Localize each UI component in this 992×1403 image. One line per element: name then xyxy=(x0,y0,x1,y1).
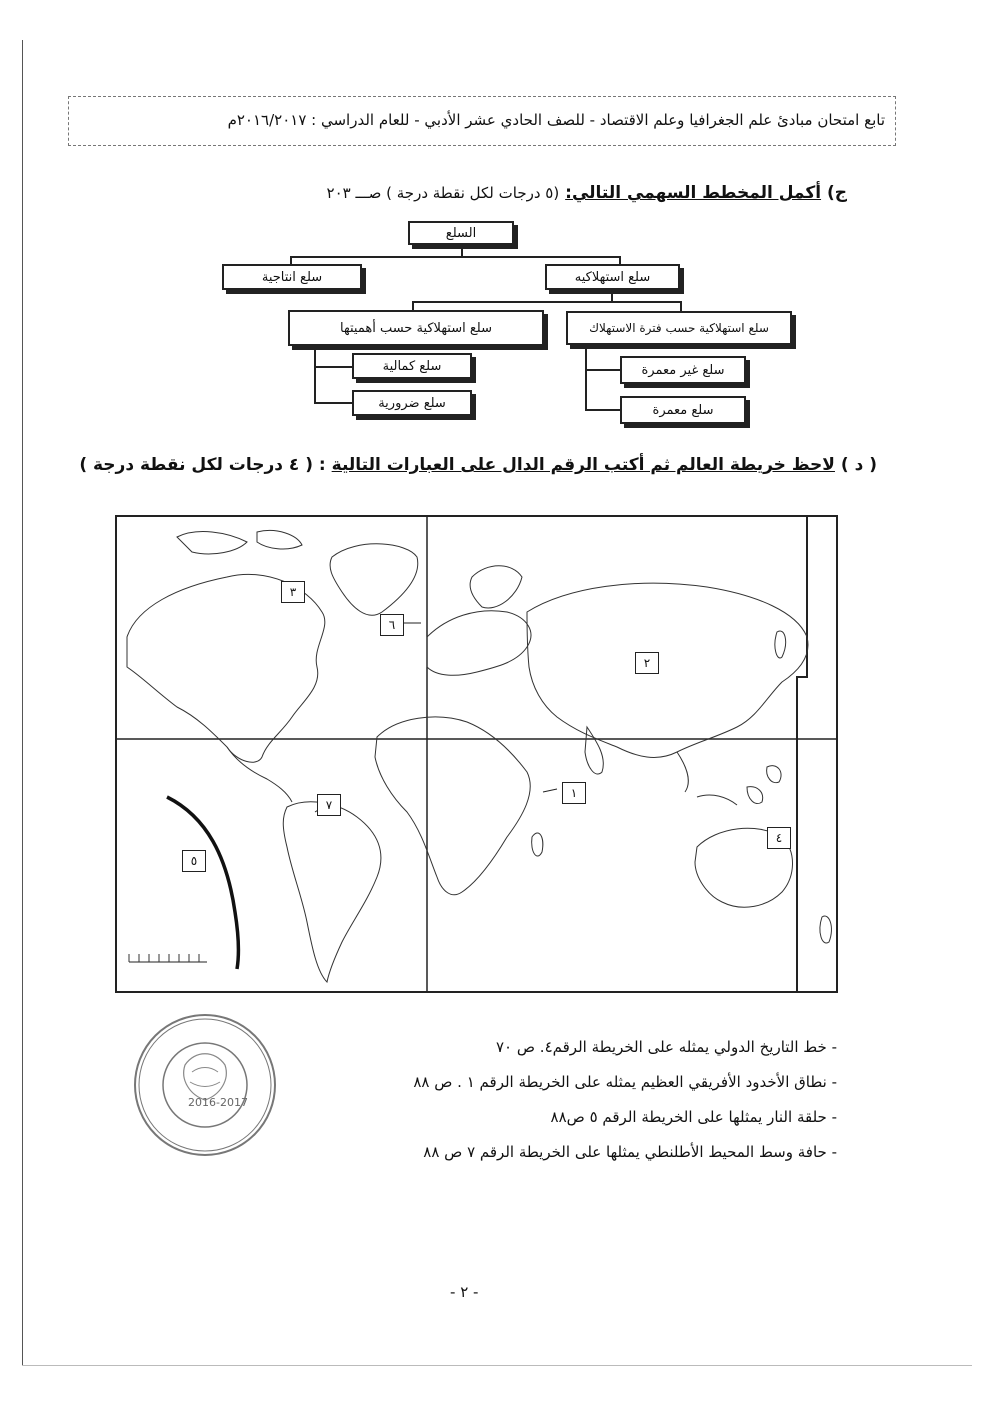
statement-ring-of-fire: - حلقة النار يمثلها على الخريطة الرقم ٥ ص٨٨ xyxy=(550,1108,837,1126)
question-c-note: (٥ درجات لكل نقطة درجة ) صـــ ٢٠٣ xyxy=(326,184,560,202)
connector xyxy=(585,345,587,410)
node-consumer-goods: سلع استهلاكيه xyxy=(545,264,680,290)
world-map-drawing xyxy=(117,517,836,991)
question-d-note: : ( ٤ درجات لكل نقطة درجة ) xyxy=(79,455,326,475)
question-c-title xyxy=(327,183,847,203)
question-d-title xyxy=(79,455,877,475)
map-label-3: ٣ xyxy=(281,581,305,603)
map-label-7: ٧ xyxy=(317,794,341,816)
page-left-border xyxy=(22,40,23,1365)
question-c-label: ج) xyxy=(826,183,847,203)
exam-header-box xyxy=(68,96,896,146)
statement-mid-atlantic-ridge: - حافة وسط المحيط الأطلنطي يمثلها على الخريطة الرقم ٧ ص ٨٨ xyxy=(423,1143,837,1161)
node-durable-goods: سلع معمرة xyxy=(620,396,746,424)
connector xyxy=(314,346,316,403)
connector xyxy=(412,301,682,303)
map-label-4: ٤ xyxy=(767,827,791,849)
node-luxury-goods: سلع كمالية xyxy=(352,353,472,379)
node-production-goods: سلع انتاجية xyxy=(222,264,362,290)
map-label-6: ٦ xyxy=(380,614,404,636)
official-stamp xyxy=(130,1010,280,1160)
map-label-1: ١ xyxy=(562,782,586,804)
connector xyxy=(314,366,354,368)
connector xyxy=(314,402,354,404)
page-bottom-border xyxy=(22,1365,972,1366)
connector xyxy=(585,409,622,411)
world-map xyxy=(115,515,838,993)
node-goods: السلع xyxy=(408,221,514,245)
question-c-instruction: أكمل المخطط السهمي التالي: xyxy=(565,183,822,203)
exam-header-text: تابع امتحان مبادئ علم الجغرافيا وعلم الاقتصاد - للصف الحادي عشر الأدبي - للعام الدراسي : ٢٠١٦/٢٠١٧م xyxy=(227,111,885,129)
question-d-instruction: لاحظ خريطة العالم ثم أكتب الرقم الدال على العبارات التالية xyxy=(331,455,835,475)
page-number: - ٢ - xyxy=(450,1283,479,1301)
statement-date-line: - خط التاريخ الدولي يمثله على الخريطة الرقم٤. ص ٧٠ xyxy=(496,1038,837,1056)
map-label-5: ٥ xyxy=(182,850,206,872)
connector xyxy=(680,301,682,311)
connector xyxy=(585,369,622,371)
connector xyxy=(290,256,620,258)
question-d-label: ( د ) xyxy=(840,455,877,475)
node-consumer-by-importance: سلع استهلاكية حسب أهميتها xyxy=(288,310,544,346)
statement-rift-valley: - نطاق الأخدود الأفريقي العظيم يمثله على الخريطة الرقم ١ . ص ٨٨ xyxy=(413,1073,837,1091)
node-essential-goods: سلع ضرورية xyxy=(352,390,472,416)
node-consumer-by-period: سلع استهلاكية حسب فترة الاستهلاك xyxy=(566,311,792,345)
map-label-2: ٢ xyxy=(635,652,659,674)
stamp-year: 2016-2017 xyxy=(188,1096,248,1109)
node-non-durable-goods: سلع غير معمرة xyxy=(620,356,746,384)
